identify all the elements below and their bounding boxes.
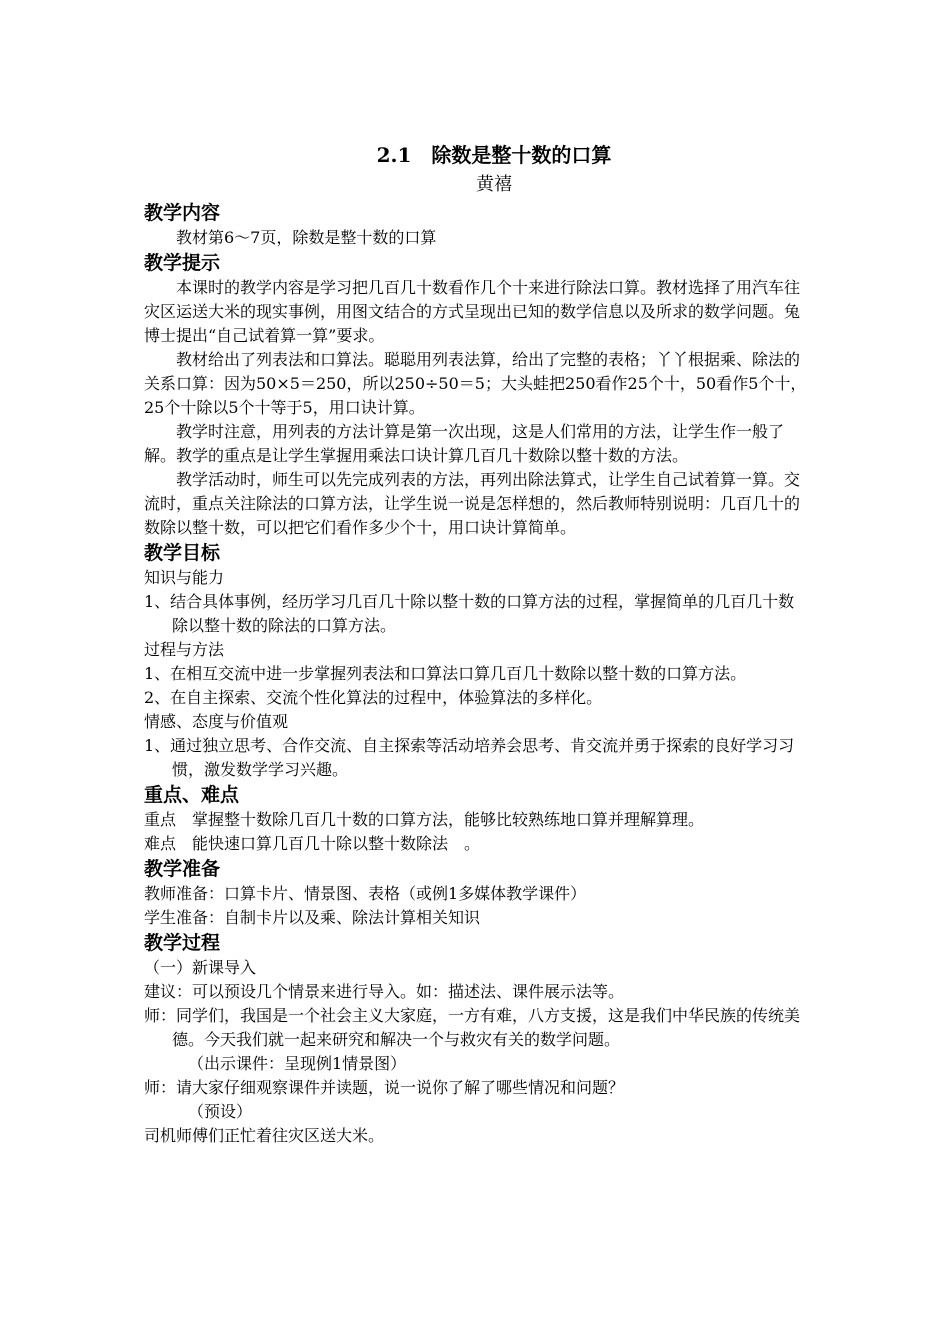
- document-page: [144, 140, 808, 1148]
- goals-knowledge-item: 1、结合具体事例，经历学习几百几十除以整十数的口算方法的过程，掌握简单的几百几十数除以整十数的除法的口算方法。: [144, 592, 795, 635]
- courseware-note: （出示课件：呈现例1情景图）: [188, 1054, 407, 1073]
- teacher-speech: 师：同学们，我国是一个社会主义大家庭，一方有难，八方支援，这是我们中华民族的传统美德。今天我们就一起来研究和解决一个与救灾有关的数学问题。: [144, 1006, 801, 1049]
- heading-hints: 教学提示: [144, 252, 221, 274]
- content-text: 教材第6～7页，除数是整十数的口算: [176, 228, 437, 247]
- goals-knowledge-label: 知识与能力: [144, 568, 225, 587]
- heading-content: 教学内容: [144, 202, 221, 224]
- goals-emotion-item: 1、通过独立思考、合作交流、自主探索等活动培养会思考、肯交流并勇于探索的良好学习习惯，激发数学学习兴趣。: [144, 736, 795, 779]
- heading-process: 教学过程: [144, 932, 221, 954]
- teacher-speech: 师：请大家仔细观察课件并读题，说一说你了解了哪些情况和问题？: [144, 1078, 625, 1097]
- heading-goals: 教学目标: [144, 542, 221, 564]
- student-prep: 学生准备：自制卡片以及乘、除法计算相关知识: [144, 908, 481, 927]
- hints-paragraph: 本课时的教学内容是学习把几百几十数看作几个十来进行除法口算。教材选择了用汽车往灾区运送大米的现实事例，用图文结合的方式呈现出已知的数学信息以及所求的数学问题。兔博士提出“自己试着算一算”要求。: [144, 278, 801, 345]
- author: 黄禧: [476, 174, 512, 195]
- goals-process-item: 1、在相互交流中进一步掌握列表法和口算法口算几百几十数除以整十数的口算方法。: [144, 664, 747, 683]
- heading-key-points: 重点、难点: [144, 784, 240, 806]
- process-suggestion: 建议：可以预设几个情景来进行导入。如：描述法、课件展示法等。: [144, 982, 625, 1001]
- process-part-1: （一）新课导入: [144, 958, 257, 977]
- hints-paragraph: 教学时注意，用列表的方法计算是第一次出现，这是人们常用的方法，让学生作一般了解。教学的重点是让学生掌握用乘法口诀计算几百几十数除以整十数的方法。: [144, 422, 785, 465]
- teacher-prep: 教师准备：口算卡片、情景图、表格（或例1多媒体教学课件）: [144, 884, 587, 903]
- preset-answer: 司机师傅们正忙着往灾区送大米。: [144, 1126, 385, 1145]
- hints-paragraph: 教学活动时，师生可以先完成列表的方法，再列出除法算式，让学生自己试着算一算。交流时，重点关注除法的口算方法，让学生说一说是怎样想的，然后教师特别说明：几百几十的数除以整十数，可以把它们看作多少个十，用口诀计算简单。: [144, 470, 801, 537]
- goals-process-label: 过程与方法: [144, 640, 225, 659]
- difficult-point: 难点 能快速口算几百几十除以整十数除法 。: [144, 834, 481, 853]
- document-title: 2.1 除数是整十数的口算: [376, 143, 612, 167]
- goals-process-item: 2、在自主探索、交流个性化算法的过程中，体验算法的多样化。: [144, 688, 603, 707]
- goals-emotion-label: 情感、态度与价值观: [144, 712, 289, 731]
- key-point: 重点 掌握整十数除几百几十数的口算方法，能够比较熟练地口算并理解算理。: [144, 810, 705, 829]
- hints-paragraph: 教材给出了列表法和口算法。聪聪用列表法算，给出了完整的表格；丫丫根据乘、除法的关系口算：因为50×5＝250，所以250÷50＝5；大头蛙把250看作25个十，50看作5个十，25个十除以5个十等于5，用口诀计算。: [144, 350, 807, 417]
- preset-note: （预设）: [188, 1102, 253, 1121]
- heading-prep: 教学准备: [144, 858, 221, 880]
